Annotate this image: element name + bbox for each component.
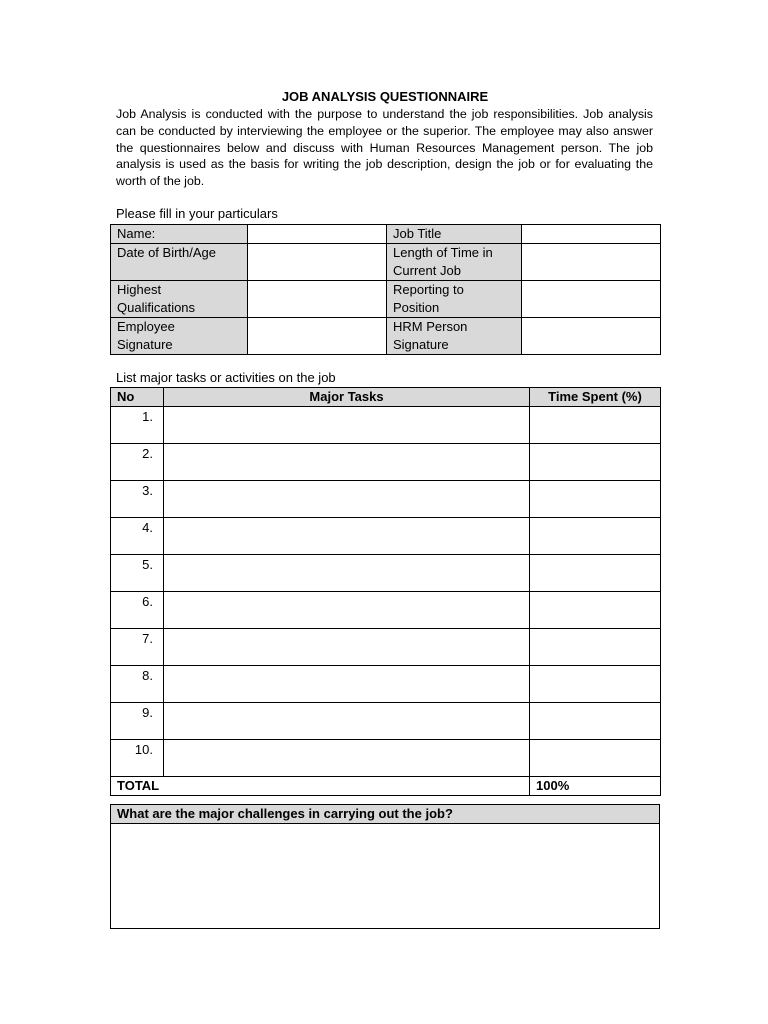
task-time-field[interactable]: [530, 444, 661, 481]
task-description-field[interactable]: [164, 555, 530, 592]
task-time-field[interactable]: [530, 666, 661, 703]
particulars-row: [111, 281, 661, 318]
dob-field[interactable]: [248, 244, 387, 281]
task-time-field[interactable]: [530, 629, 661, 666]
task-time-field[interactable]: [530, 407, 661, 444]
task-description-field[interactable]: [164, 629, 530, 666]
task-time-field[interactable]: [530, 481, 661, 518]
particulars-table: [110, 224, 661, 355]
task-description-field[interactable]: [164, 407, 530, 444]
table-row: [111, 481, 661, 518]
task-description-field[interactable]: [164, 703, 530, 740]
table-row: [111, 629, 661, 666]
challenges-question: What are the major challenges in carrying out the job?: [111, 805, 660, 824]
particulars-row: [111, 225, 661, 244]
dob-label: Date of Birth/Age: [111, 244, 248, 281]
particulars-row: [111, 318, 661, 355]
task-number: 6.: [111, 592, 164, 629]
task-description-field[interactable]: [164, 444, 530, 481]
table-row: [111, 407, 661, 444]
length-of-time-label: Length of Time in Current Job: [387, 244, 522, 281]
total-value: 100%: [530, 777, 661, 796]
table-row: [111, 740, 661, 777]
task-description-field[interactable]: [164, 481, 530, 518]
tasks-total-row: [111, 777, 661, 796]
length-of-time-field[interactable]: [522, 244, 661, 281]
tasks-heading: List major tasks or activities on the job: [116, 370, 336, 385]
hrm-signature-field[interactable]: [522, 318, 661, 355]
intro-paragraph: Job Analysis is conducted with the purpose to understand the job responsibilities. Job analysis can be conducted by interviewing the employee or the superior. The employee may also answer the questionnaires below and discuss with Human Resources Management person. The job analysis is used as the basis for writing the job description, design the job or for evaluating the worth of the job.: [116, 107, 653, 189]
job-title-field[interactable]: [522, 225, 661, 244]
name-field[interactable]: [248, 225, 387, 244]
task-number: 9.: [111, 703, 164, 740]
column-header-major-tasks: Major Tasks: [164, 388, 530, 407]
task-time-field[interactable]: [530, 518, 661, 555]
task-number: 4.: [111, 518, 164, 555]
table-row: [111, 703, 661, 740]
task-description-field[interactable]: [164, 740, 530, 777]
table-row: [111, 444, 661, 481]
particulars-row: [111, 244, 661, 281]
challenges-answer-row: [111, 824, 660, 929]
task-description-field[interactable]: [164, 592, 530, 629]
task-number: 7.: [111, 629, 164, 666]
employee-signature-label: Employee Signature: [111, 318, 248, 355]
name-label: Name:: [111, 225, 248, 244]
qualifications-label: Highest Qualifications: [111, 281, 248, 318]
task-number: 10.: [111, 740, 164, 777]
task-description-field[interactable]: [164, 666, 530, 703]
reporting-to-field[interactable]: [522, 281, 661, 318]
job-title-label: Job Title: [387, 225, 522, 244]
challenges-answer-field[interactable]: [111, 824, 660, 929]
reporting-to-label: Reporting to Position: [387, 281, 522, 318]
table-row: [111, 555, 661, 592]
table-row: [111, 592, 661, 629]
hrm-signature-label: HRM Person Signature: [387, 318, 522, 355]
tasks-table: [110, 387, 661, 796]
task-number: 5.: [111, 555, 164, 592]
tasks-header-row: [111, 388, 661, 407]
task-time-field[interactable]: [530, 740, 661, 777]
document-title: JOB ANALYSIS QUESTIONNAIRE: [281, 89, 489, 104]
particulars-heading: Please fill in your particulars: [116, 206, 278, 221]
column-header-time-spent: Time Spent (%): [530, 388, 661, 407]
table-row: [111, 666, 661, 703]
total-label: TOTAL: [111, 777, 530, 796]
task-time-field[interactable]: [530, 592, 661, 629]
task-time-field[interactable]: [530, 703, 661, 740]
table-row: [111, 518, 661, 555]
challenges-header-row: [111, 805, 660, 824]
task-time-field[interactable]: [530, 555, 661, 592]
qualifications-field[interactable]: [248, 281, 387, 318]
task-description-field[interactable]: [164, 518, 530, 555]
employee-signature-field[interactable]: [248, 318, 387, 355]
task-number: 1.: [111, 407, 164, 444]
column-header-no: No: [111, 388, 164, 407]
challenges-table: [110, 804, 660, 929]
task-number: 2.: [111, 444, 164, 481]
task-number: 8.: [111, 666, 164, 703]
task-number: 3.: [111, 481, 164, 518]
